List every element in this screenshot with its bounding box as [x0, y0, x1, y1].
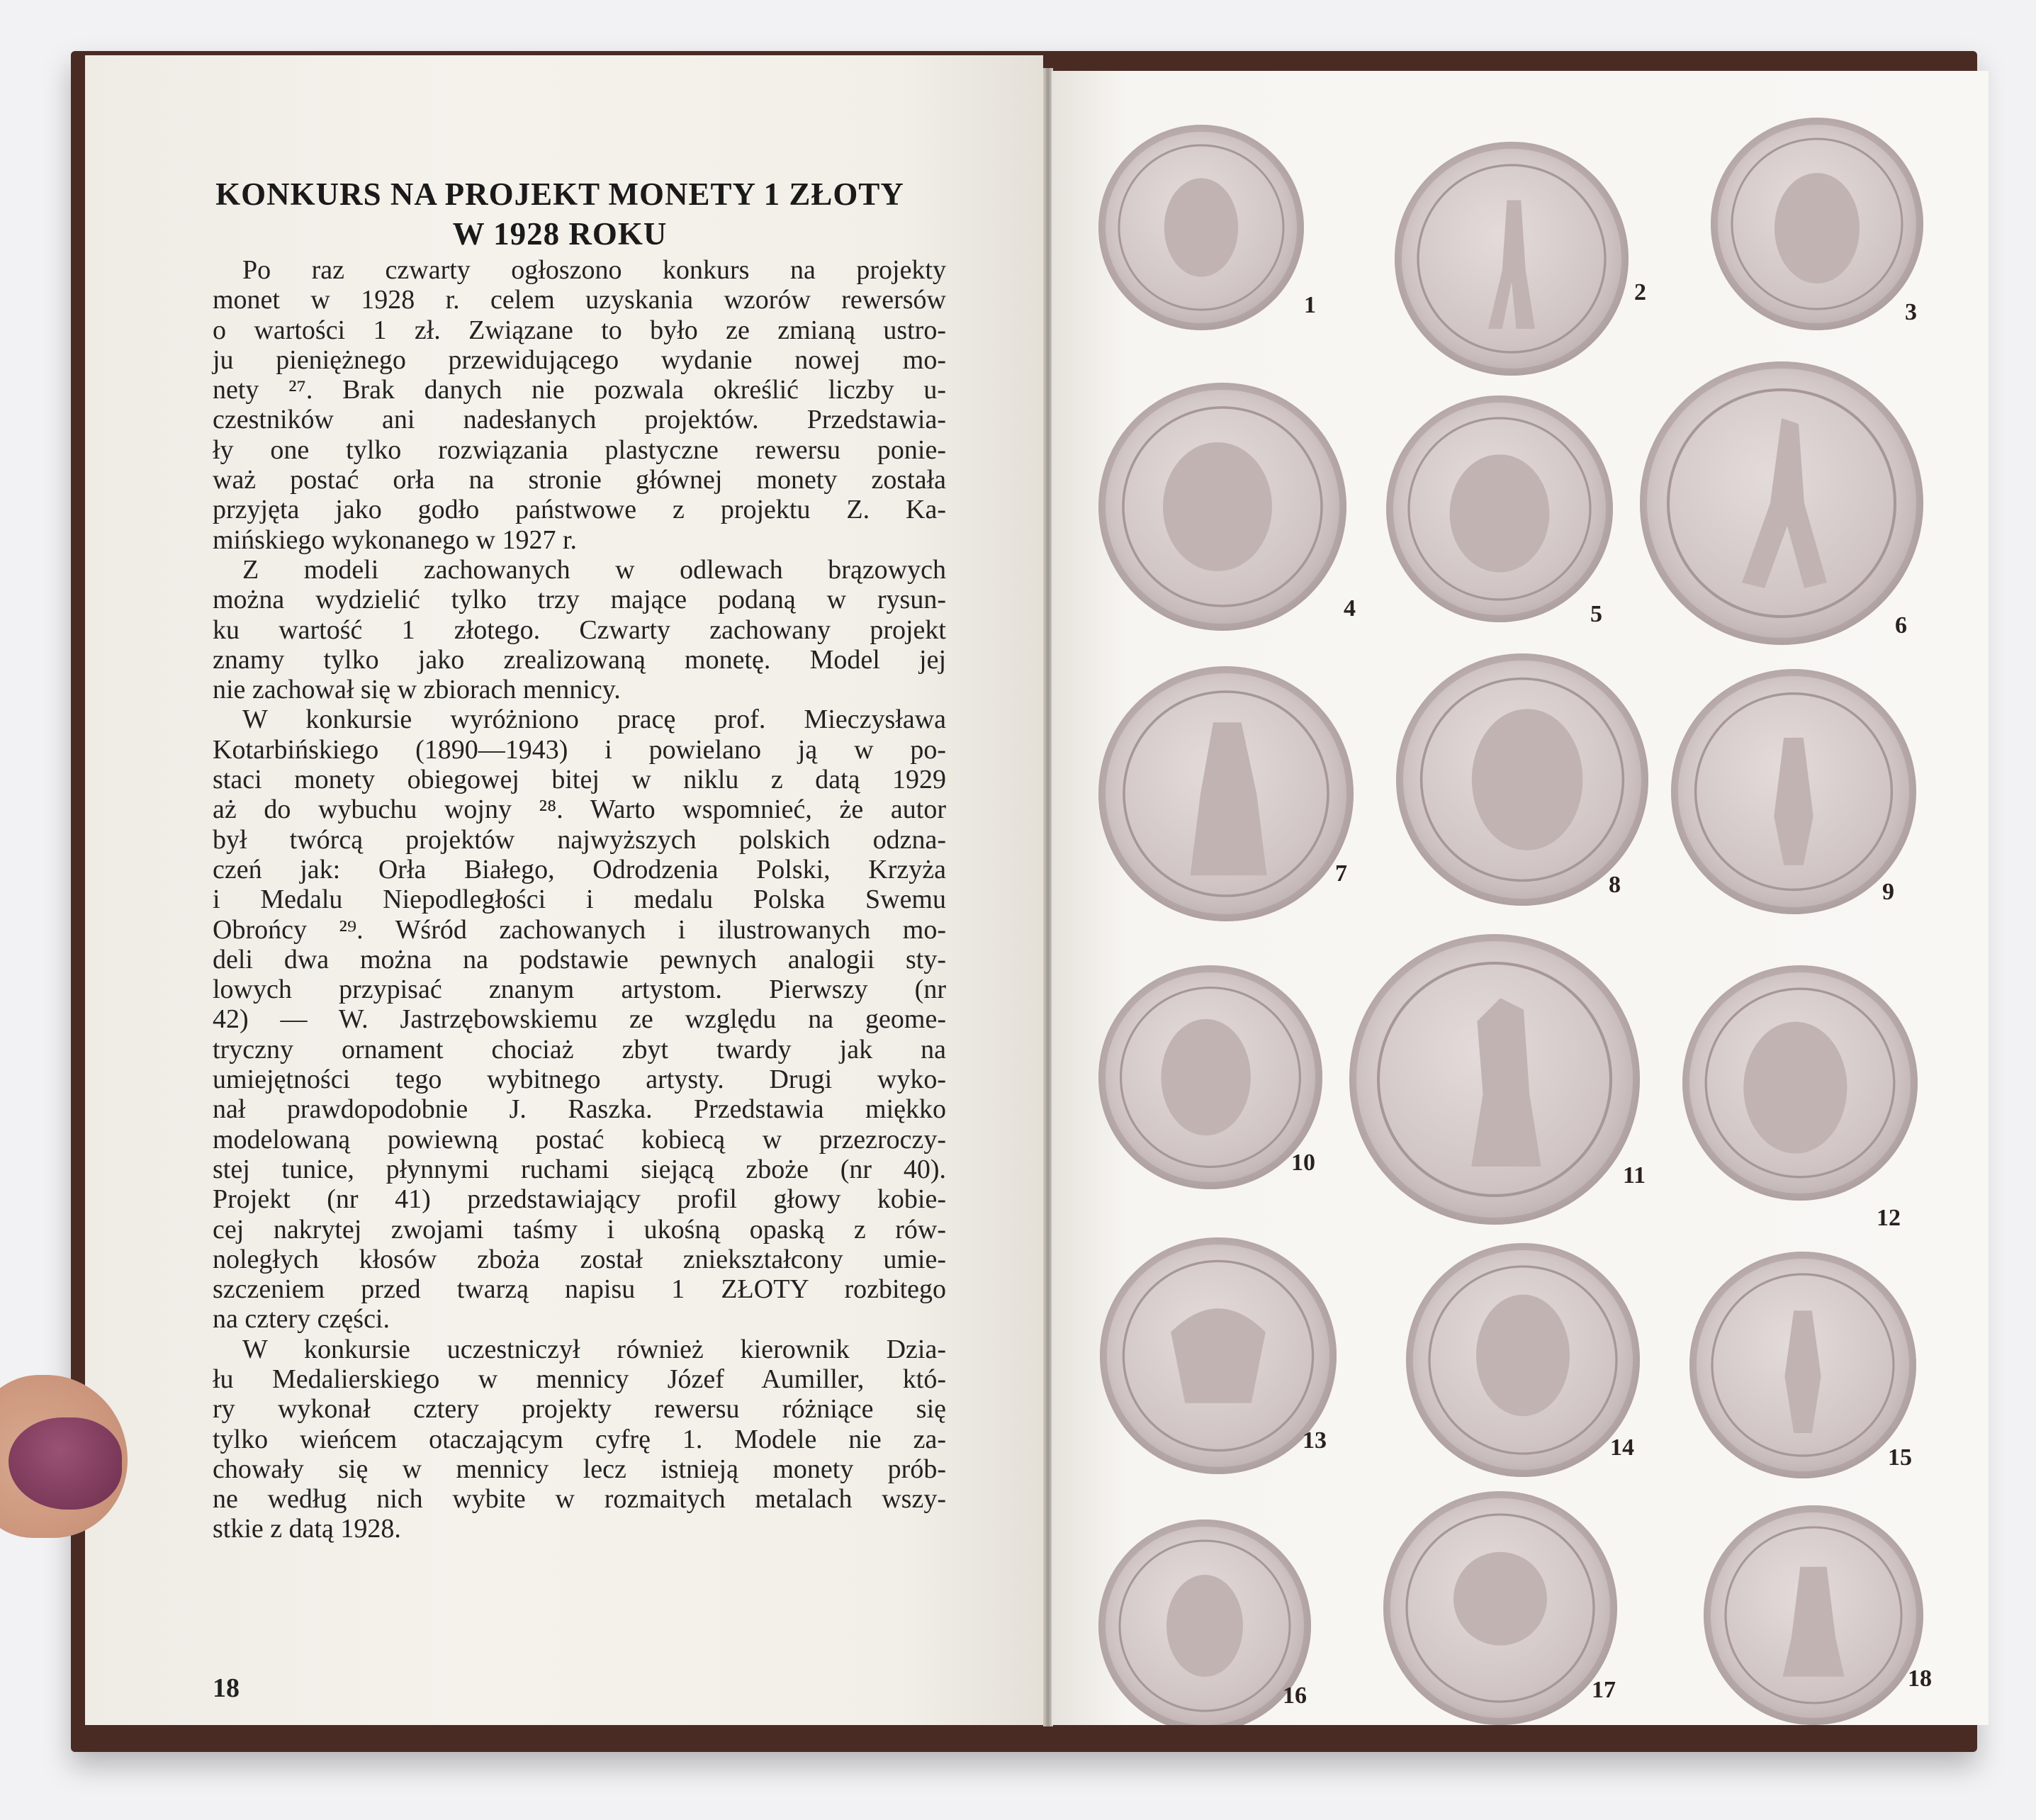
text-line: i Medalu Niepodległości i medalu Polska Swemu: [213, 884, 946, 915]
text-line: nie zachował się w zbiorach mennicy.: [213, 675, 621, 705]
text-line: czestników ani nadesłanych projektów. Przedstawia-: [213, 405, 946, 435]
coin-relief-icon: [1682, 965, 1918, 1201]
coin-image: [1098, 666, 1354, 921]
coin-image: [1396, 653, 1648, 906]
coin-relief-icon: [1711, 118, 1923, 330]
coin-image: [1100, 1237, 1337, 1474]
text-line: był twórcą projektów najwyższych polskich odzna-: [213, 824, 946, 855]
coin-relief-icon: [1098, 125, 1304, 330]
coin-label: 3: [1905, 299, 1917, 325]
title-line-1: KONKURS NA PROJEKT MONETY 1 ZŁOTY: [215, 176, 904, 212]
coin-relief-icon: [1406, 1243, 1640, 1477]
text-line: Projekt (nr 41) przedstawiający profil głowy kobie-: [213, 1184, 946, 1215]
text-line: umiejętności tego wybitnego artysty. Drugi wyko-: [213, 1065, 946, 1095]
page-title: [191, 174, 928, 254]
text-line: 42) — W. Jastrzębowskiemu ze względu na geome-: [213, 1004, 946, 1035]
coin-label: 7: [1335, 860, 1347, 887]
text-line: Z modeli zachowanych w odlewach brązowych: [242, 554, 946, 585]
coin-label: 14: [1610, 1434, 1634, 1461]
coin-image: [1098, 125, 1304, 330]
text-line: tylko wieńcem otaczającym cyfrę 1. Modele nie za-: [213, 1424, 946, 1454]
coin-label: 16: [1283, 1683, 1307, 1709]
coin-image: [1406, 1243, 1640, 1477]
coin-label: 8: [1609, 872, 1621, 898]
coin-image: [1711, 118, 1923, 330]
coin-relief-icon: [1395, 142, 1629, 376]
text-line: nety ²⁷. Brak danych nie pozwala określić liczby u-: [213, 375, 946, 405]
text-line: mińskiego wykonanego w 1927 r.: [213, 524, 578, 555]
text-line: ju pieniężnego przewidującego wydanie nowej mo-: [213, 344, 946, 375]
text-line: ry wykonał cztery projekty rewersu różniące się: [213, 1394, 946, 1425]
text-line: Kotarbińskiego (1890—1943) i powielano ją w po-: [213, 734, 946, 765]
text-line: aż do wybuchu wojny ²⁸. Warto wspomnieć, że autor: [213, 794, 946, 825]
text-line: monet w 1928 r. celem uzyskania wzorów rewersów: [213, 285, 946, 315]
coin-relief-icon: [1098, 965, 1322, 1189]
text-line: ły one tylko rozwiązania plastyczne rewersu ponie-: [213, 434, 946, 465]
text-line: cej nakrytej zwojami taśmy i ukośną opaską z rów-: [213, 1214, 946, 1245]
coin-relief-icon: [1386, 395, 1613, 622]
text-line: noległych kłosów zboża został zniekształcony umie-: [213, 1244, 946, 1274]
coin-label: 17: [1592, 1677, 1616, 1703]
coin-label: 2: [1634, 279, 1646, 305]
coin-relief-icon: [1100, 1237, 1337, 1474]
coin-relief-icon: [1640, 361, 1923, 645]
coin-image: [1098, 965, 1322, 1189]
coin-label: 10: [1291, 1150, 1315, 1176]
text-line: W konkursie wyróżniono pracę prof. Mieczysława: [242, 704, 946, 735]
coin-image: [1098, 383, 1346, 631]
text-line: Obrońcy ²⁹. Wśród zachowanych i ilustrowanych mo-: [213, 914, 946, 945]
text-line: waż postać orła na stronie głównej monety została: [213, 465, 946, 495]
text-line: o wartości 1 zł. Związane to było ze zmianą ustro-: [213, 315, 946, 345]
text-line: stej tunice, płynnymi ruchami siejącą zboże (nr 40).: [213, 1154, 946, 1184]
text-line: ne według nich wybite w rozmaitych metalach wszy-: [213, 1484, 946, 1515]
text-line: stkie z datą 1928.: [213, 1514, 401, 1544]
text-line: znamy tylko jako zrealizowaną monetę. Model jej: [213, 644, 946, 675]
text-line: przyjęta jako godło państwowe z projektu Z. Ka-: [213, 495, 946, 525]
coin-relief-icon: [1689, 1252, 1916, 1478]
text-line: łu Medalierskiego w mennicy Józef Aumiller, któ-: [213, 1364, 946, 1394]
coin-label: 12: [1877, 1205, 1901, 1231]
coin-label: 9: [1882, 879, 1894, 905]
coin-label: 15: [1888, 1444, 1912, 1471]
text-line: nał prawdopodobnie J. Raszka. Przedstawia miękko: [213, 1094, 946, 1125]
text-line: na cztery części.: [213, 1304, 390, 1335]
coin-image: [1349, 934, 1640, 1225]
text-line: szczeniem przed twarzą napisu 1 ZŁOTY rozbitego: [213, 1274, 946, 1305]
coin-relief-icon: [1396, 653, 1648, 906]
page-number: 18: [213, 1673, 240, 1703]
coin-image: [1640, 361, 1923, 645]
coin-label: 4: [1344, 595, 1356, 622]
text-line: tryczny ornament chociaż zbyt twardy jak na: [213, 1034, 946, 1065]
title-line-2: W 1928 ROKU: [452, 216, 668, 252]
text-line: lowych przypisać znanym artystom. Pierwszy (nr: [213, 974, 946, 1005]
left-page: [85, 55, 1043, 1725]
coin-relief-icon: [1098, 383, 1346, 631]
coin-relief-icon: [1704, 1505, 1923, 1725]
coin-relief-icon: [1098, 666, 1354, 921]
text-line: można wydzielić tylko trzy mające podaną w rysun-: [213, 585, 946, 615]
coin-label: 18: [1908, 1665, 1932, 1692]
coin-image: [1682, 965, 1918, 1201]
coin-image: [1689, 1252, 1916, 1478]
coin-relief-icon: [1671, 669, 1916, 914]
coin-image: [1704, 1505, 1923, 1725]
coin-label: 6: [1895, 612, 1907, 639]
coin-label: 5: [1590, 601, 1602, 627]
coin-relief-icon: [1383, 1491, 1617, 1725]
coin-relief-icon: [1098, 1520, 1311, 1725]
coin-label: 1: [1304, 292, 1316, 318]
text-line: staci monety obiegowej bitej w niklu z datą 1929: [213, 765, 946, 795]
coin-image: [1395, 142, 1629, 376]
right-page: [1052, 71, 1989, 1725]
text-line: W konkursie uczestniczył również kierownik Dzia-: [242, 1334, 946, 1364]
text-line: czeń jak: Orła Białego, Odrodzenia Polski, Krzyża: [213, 854, 946, 884]
article-text: [213, 255, 946, 1544]
text-line: chowały się w mennicy lecz istnieją monety prób-: [213, 1454, 946, 1484]
coin-image: [1671, 669, 1916, 914]
coin-label: 11: [1623, 1162, 1646, 1189]
fingernail: [9, 1417, 122, 1510]
text-line: modelowaną powiewną postać kobiecą w przezroczy-: [213, 1124, 946, 1155]
text-line: deli dwa można na podstawie pewnych analogii sty-: [213, 944, 946, 974]
coin-image: [1386, 395, 1613, 622]
coin-image: [1383, 1491, 1617, 1725]
text-line: ku wartość 1 złotego. Czwarty zachowany projekt: [213, 614, 946, 645]
coin-image: [1098, 1520, 1311, 1725]
text-line: Po raz czwarty ogłoszono konkurs na projekty: [242, 255, 946, 285]
coin-label: 13: [1303, 1427, 1327, 1454]
coin-relief-icon: [1349, 934, 1640, 1225]
